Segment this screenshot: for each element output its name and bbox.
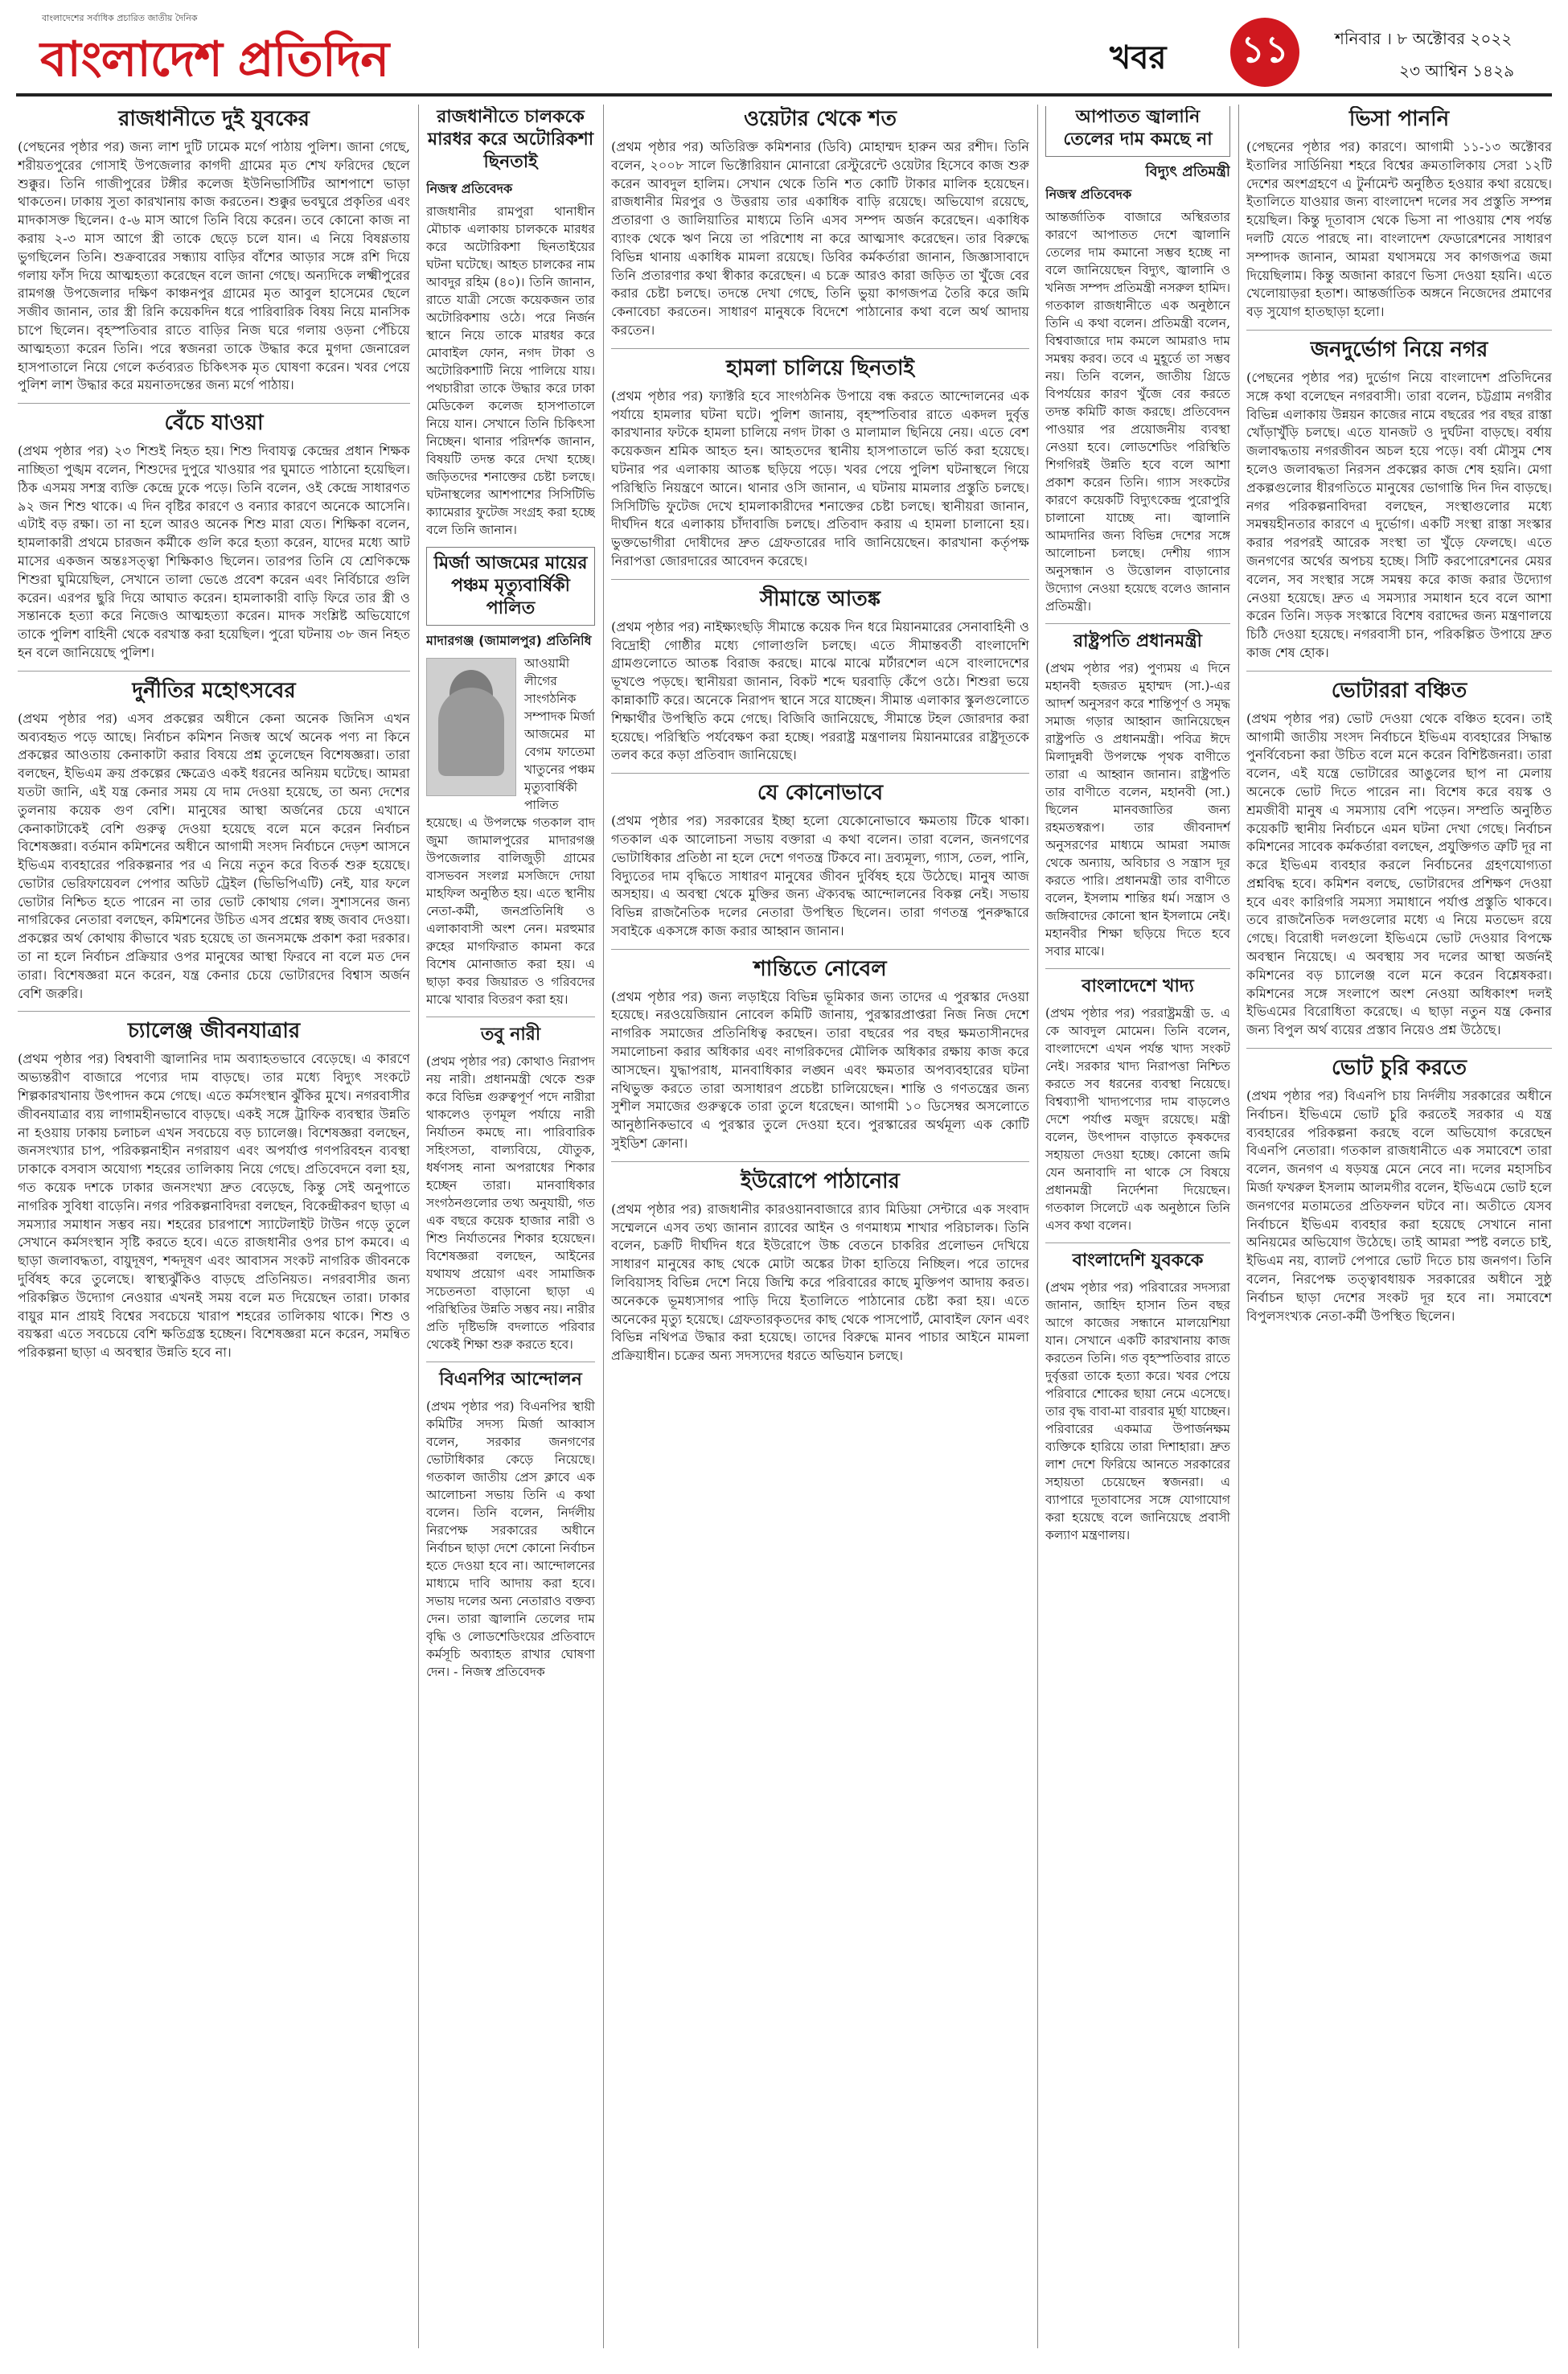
headline-attribution: বিদ্যুৎ প্রতিমন্ত্রী	[1145, 163, 1230, 180]
article-body: (প্রথম পৃষ্ঠার পর) জন্য লড়াইয়ে বিভিন্ন ভূমিকার জন্য তাদের এ পুরস্কার দেওয়া হয়েছে। নরওয়েজিয়ান নোবেল কমিটি জানায়, পুরস্কারপ্রাপ্তরা নিজ নিজ দেশে নাগরিক সমাজের প্রতিনিধিত্ব করছেন। তারা বছরের পর বছর ক্ষমতাসীনদের সমালোচনা করার অধিকার এবং নাগরিকদের মৌলিক অধিকার রক্ষায় কাজ করে আসছেন। যুদ্ধাপরাধ, মানবাধিকার লঙ্ঘন এবং ক্ষমতার অপব্যবহারের ঘটনা নথিভুক্ত করতে তারা অসাধারণ প্রচেষ্টা চালিয়েছেন। শান্তি ও গণতন্ত্রের জন্য সুশীল সমাজের গুরুত্বকে তারা তুলে ধরেছেন। আগামী ১০ ডিসেম্বর অসলোতে আনুষ্ঠানিকভাবে এ পুরস্কার তুলে দেওয়া হবে। পুরস্কারের অর্থমূল্য এক কোটি সুইডিশ ক্রোনা।	[611, 988, 1029, 1152]
masthead-rule	[16, 93, 1552, 97]
article-body: (প্রথম পৃষ্ঠার পর) বিএনপি চায় নির্দলীয় সরকারের অধীনে নির্বাচন। ইভিএমে ভোট চুরি করতেই সরকার এ যন্ত্র ব্যবহারের পরিকল্পনা করছে বলে অভিযোগ করেছেন বিএনপি নেতারা। গতকাল রাজধানীতে এক সমাবেশে তারা বলেন, জনগণ এ ষড়যন্ত্র মেনে নেবে না। দলের মহাসচিব মির্জা ফখরুল ইসলাম আলমগীর বলেন, ইভিএমে ভোট হলে জনগণের মতামতের প্রতিফলন ঘটবে না। অতীতে যেসব নির্বাচনে ইভিএম ব্যবহার করা হয়েছে সেখানে নানা অনিয়মের অভিযোগ উঠেছে। তাই আমরা স্পষ্ট বলতে চাই, ইভিএম নয়, ব্যালট পেপারে ভোট দিতে চায় জনগণ। তিনি বলেন, নিরপেক্ষ তত্ত্বাবধায়ক সরকারের অধীনে সুষ্ঠু নির্বাচন ছাড়া দেশের সংকট দূর হবে না। সমাবেশে বিপুলসংখ্যক নেতা-কর্মী উপস্থিত ছিলেন।	[1246, 1088, 1552, 1324]
article-body: আওয়ামী লীগের সাংগঠনিক সম্পাদক মির্জা আজমের মা বেগম ফাতেমা খাতুনের পঞ্চম মৃত্যুবার্ষিকী পালিত হয়েছে। এ উপলক্ষে গতকাল বাদ জুমা জামালপুরের মাদারগঞ্জ উপজেলার বালিজুড়ী গ্রামের বাসভবন সংলগ্ন মসজিদে দোয়া মাহফিল অনুষ্ঠিত হয়। এতে স্থানীয় নেতা-কর্মী, জনপ্রতিনিধি ও এলাকাবাসী অংশ নেন। মরহুমার রুহের মাগফিরাত কামনা করে বিশেষ মোনাজাত করা হয়। এ ছাড়া কবর জিয়ারত ও গরিবদের মাঝে খাবার বিতরণ করা হয়।	[426, 656, 595, 1007]
article-body: (প্রথম পৃষ্ঠার পর) ২৩ শিশুই নিহত হয়। শিশু দিবাযত্ন কেন্দ্রের প্রধান শিক্ষক নাচ্ছিতা পুঙ্খম বলেন, শিশুদের দুপুরে খাওয়ার পর ঘুমাতে পাঠানো হয়েছিল। ঠিক এসময় সশস্ত্র ব্যক্তি কেন্দ্রে ঢুকে পড়ে। তিনি বলেন, ওই কেন্দ্রে সাধারণত ৯২ জন শিশু থাকে। এ দিন বৃষ্টির কারণে ও বন্যার কারণে অনেকে আসেনি। এটাই বড় রক্ষা। তা না হলে আরও অনেক শিশু মারা যেত। শিক্ষিকা বলেন, হামলাকারী প্রথমে চারজন কর্মীকে গুলি করে হত্যা করেন, যাদের মধ্যে আট মাসের একজন অন্তঃসত্ত্বা শিক্ষিকাও ছিলেন। তারপর তিনি যে শ্রেণিকক্ষে শিশুরা ঘুমিয়েছিল, সেখানে তালা ভেঙে প্রবেশ করেন এবং নির্বিচারে গুলি করেন। এরপর ছুরি দিয়ে আঘাত করেন। হামলাকারী বাড়ি ফিরে তার স্ত্রী ও সন্তানকে হত্যা করে নিজেও আত্মহত্যা করেন। মাদক সংশ্লিষ্ট অভিযোগে তাকে পুলিশ বাহিনী থেকে বরখাস্ত করা হয়েছিল। পুরো ঘটনায় ৩৮ জন নিহত হন বলে জানিয়েছে পুলিশ।	[18, 443, 410, 660]
article-body: (পেছনের পৃষ্ঠার পর) কারণে। আগামী ১১-১৩ অক্টোবর ইতালির সার্ডিনিয়া শহরে বিশ্বের ক্রমতালিকায় সেরা ১২টি দেশের অংশগ্রহণে এ টুর্নামেন্ট অনুষ্ঠিত হওয়ার কথা রয়েছে। ইতালিতে যাওয়ার জন্য বাংলাদেশ দলের সব প্রস্তুতি সম্পন্ন হয়েছিল। কিন্তু দূতাবাস থেকে ভিসা না পাওয়ায় শেষ পর্যন্ত দলটি যেতে পারছে না। বাংলাদেশ ফেডারেশনের সাধারণ সম্পাদক জানান, আমরা যথাসময়ে সব কাগজপত্র জমা দিয়েছিলাম। কিন্তু অজানা কারণে ভিসা দেওয়া হয়নি। এতে খেলোয়াড়রা হতাশ। আন্তর্জাতিক অঙ্গনে নিজেদের প্রমাণের বড় সুযোগ হাতছাড়া হলো।	[1246, 139, 1552, 320]
headline: রাষ্ট্রপতি প্রধানমন্ত্রী	[1045, 623, 1230, 653]
newspaper-logo: বাংলাদেশ প্রতিদিন	[40, 31, 389, 88]
date-bengali: ২৩ আশ্বিন ১৪২৯	[1399, 61, 1515, 80]
headline: ওয়েটার থেকে শত	[744, 107, 897, 131]
headline: বাংলাদেশি যুবককে	[1045, 1242, 1230, 1272]
article-body: রাজধানীর রামপুরা থানাধীন মৌচাক এলাকায় চালককে মারধর করে অটোরিকশা ছিনতাইয়ের ঘটনা ঘটেছে। আহত চালকের নাম আবদুর রহিম (৪০)। তিনি জানান, রাতে যাত্রী সেজে কয়েকজন তার অটোরিকশায় ওঠে। পরে নির্জন স্থানে নিয়ে তাকে মারধর করে মোবাইল ফোন, নগদ টাকা ও অটোরিকশাটি নিয়ে পালিয়ে যায়। পথচারীরা তাকে উদ্ধার করে ঢাকা মেডিকেল কলেজ হাসপাতালে নিয়ে যান। সেখানে তিনি চিকিৎসা নিচ্ছেন। থানার পরিদর্শক জানান, বিষয়টি তদন্ত করে দেখা হচ্ছে। জড়িতদের শনাক্তের চেষ্টা চলছে। ঘটনাস্থলের আশপাশের সিসিটিভি ক্যামেরার ফুটেজ সংগ্রহ করা হচ্ছে বলে তিনি জানান।	[426, 204, 595, 537]
headline: রাজধানীতে দুই যুবকের	[118, 107, 310, 131]
column-divider	[603, 105, 604, 2348]
column-2	[426, 106, 595, 2350]
date-gregorian: শনিবার । ৮ অক্টোবর ২০২২	[1335, 29, 1513, 48]
headline: যে কোনোভাবে	[611, 773, 1029, 806]
article-body: (প্রথম পৃষ্ঠার পর) বিএনপির স্থায়ী কমিটির সদস্য মির্জা আব্বাস বলেন, সরকার জনগণের ভোটাধিকার কেড়ে নিয়েছে। গতকাল জাতীয় প্রেস ক্লাবে এক আলোচনা সভায় তিনি এ কথা বলেন। তিনি বলেন, নির্দলীয় নিরপেক্ষ সরকারের অধীনে নির্বাচন ছাড়া দেশে কোনো নির্বাচন হতে দেওয়া হবে না। আন্দোলনের মাধ্যমে দাবি আদায় করা হবে। সভায় দলের অন্য নেতারাও বক্তব্য দেন। তারা জ্বালানি তেলের দাম বৃদ্ধি ও লোডশেডিংয়ের প্রতিবাদে কর্মসূচি অব্যাহত রাখার ঘোষণা দেন। - নিজস্ব প্রতিবেদক	[426, 1399, 595, 1679]
article-body: (প্রথম পৃষ্ঠার পর) পরিবারের সদস্যরা জানান, জাহিদ হাসান তিন বছর আগে কাজের সন্ধানে মালয়েশিয়া যান। সেখানে একটি কারখানায় কাজ করতেন তিনি। গত বৃহস্পতিবার রাতে দুর্বৃত্তরা তাকে হত্যা করে। খবর পেয়ে পরিবারে শোকের ছায়া নেমে এসেছে। তার বৃদ্ধ বাবা-মা বারবার মূর্ছা যাচ্ছেন। পরিবারের একমাত্র উপার্জনক্ষম ব্যক্তিকে হারিয়ে তারা দিশাহারা। দ্রুত লাশ দেশে ফিরিয়ে আনতে সরকারের সহায়তা চেয়েছেন স্বজনরা। এ ব্যাপারে দূতাবাসের সঙ্গে যোগাযোগ করা হয়েছে বলে জানিয়েছে প্রবাসী কল্যাণ মন্ত্রণালয়।	[1045, 1280, 1230, 1542]
portrait-photo	[426, 658, 516, 796]
column-divider	[1238, 105, 1239, 2348]
column-divider	[418, 105, 419, 2348]
column-3	[611, 106, 1029, 2350]
column-1	[18, 106, 410, 2350]
headline: ভিসা পাননি	[1348, 107, 1450, 131]
byline: মাদারগঞ্জ (জামালপুর) প্রতিনিধি	[426, 633, 592, 648]
section-label: খবর	[1110, 39, 1167, 76]
portrait-body	[438, 688, 504, 776]
headline: দুর্নীতির মহোৎসবের	[18, 671, 410, 704]
column-4	[1045, 106, 1230, 2350]
article-body: (প্রথম পৃষ্ঠার পর) অতিরিক্ত কমিশনার (ডিবি) মোহাম্মদ হারুন অর রশীদ। তিনি বলেন, ২০০৮ সালে ভিক্টোরিয়ান মোনারো রেস্টুরেন্টে ওয়েটার হিসেবে কাজ শুরু করেন আবদুল হালিম। সেখান থেকে তিনি শত কোটি টাকার মালিক হয়েছেন। রাজধানীর মিরপুর ও উত্তরায় তার একাধিক বাড়ি রয়েছে। অভিযোগ রয়েছে, প্রতারণা ও জালিয়াতির মাধ্যমে তিনি এসব সম্পদ অর্জন করেছেন। একাধিক ব্যাংক থেকে ঋণ নিয়ে তা পরিশোধ না করে আত্মসাৎ করেছেন। তার বিরুদ্ধে বিভিন্ন থানায় একাধিক মামলা রয়েছে। ডিবির কর্মকর্তারা জানান, জিজ্ঞাসাবাদে তিনি প্রতারণার কথা স্বীকার করেছেন। এ চক্রে আরও কারা জড়িত তা খুঁজে বের করার চেষ্টা চলছে। তদন্তে দেখা গেছে, তিনি ভুয়া কাগজপত্র তৈরি করে জমি কেনাবেচা করতেন। সাধারণ মানুষকে বিদেশে পাঠানোর কথা বলে অর্থ আদায় করতেন।	[611, 139, 1029, 338]
byline: নিজস্ব প্রতিবেদক	[426, 181, 513, 196]
article-body: (প্রথম পৃষ্ঠার পর) নাইক্ষ্যংছড়ি সীমান্তে কয়েক দিন ধরে মিয়ানমারের সেনাবাহিনী ও বিদ্রোহী গোষ্ঠীর মধ্যে গোলাগুলি চলছে। এতে সীমান্তবর্তী বাংলাদেশি গ্রামগুলোতে আতঙ্ক বিরাজ করছে। মাঝে মাঝে মর্টারশেল এসে বাংলাদেশের ভূখণ্ডে পড়ছে। স্থানীয়রা জানান, বিকট শব্দে ঘরবাড়ি কেঁপে ওঠে। শিশুরা ভয়ে কান্নাকাটি করে। অনেকে নিরাপদ স্থানে সরে যাচ্ছেন। সীমান্ত এলাকার স্কুলগুলোতে শিক্ষার্থীর উপস্থিতি কমে গেছে। বিজিবি জানিয়েছে, সীমান্তে টহল জোরদার করা হয়েছে। পরিস্থিতি পর্যবেক্ষণ করা হচ্ছে। পররাষ্ট্র মন্ত্রণালয় মিয়ানমারের রাষ্ট্রদূতকে তলব করে কড়া প্রতিবাদ জানিয়েছে।	[611, 618, 1029, 763]
article-body: (পেছনের পৃষ্ঠার পর) দুর্ভোগ নিয়ে বাংলাদেশ প্রতিদিনের সঙ্গে কথা বলেছেন নগরবাসী। তারা বলেন, চট্টগ্রাম নগরীর বিভিন্ন এলাকায় উন্নয়ন কাজের নামে বছরের পর বছর রাস্তা খোঁড়াখুঁড়ি চলছে। এতে যানজট ও দুর্ঘটনা বাড়ছে। বর্ষায় জলাবদ্ধতায় নগরজীবন অচল হয়ে পড়ে। বর্ষা মৌসুম শেষ হলেও জলাবদ্ধতা নিরসন প্রকল্পের কাজ শেষ হয়নি। মেগা প্রকল্পগুলোর ধীরগতিতে মানুষের ভোগান্তি দিন দিন বাড়ছে। নগর পরিকল্পনাবিদরা বলছেন, সংস্থাগুলোর মধ্যে সমন্বয়হীনতার কারণে এ দুর্ভোগ। একটি সংস্থা রাস্তা সংস্কার করার পরপরই আরেক সংস্থা তা খুঁড়ে ফেলছে। এতে জনগণের অর্থের অপচয় হচ্ছে। সিটি করপোরেশনের মেয়র বলেন, সব সংস্থার সঙ্গে সমন্বয় করে কাজ করার উদ্যোগ নেওয়া হয়েছে। দ্রুত এ সমস্যার সমাধান হবে বলে আশা করেন তিনি। সড়ক সংস্কারে বিশেষ বরাদ্দের জন্য মন্ত্রণালয়ে চিঠি দেওয়া হয়েছে। নগরবাসী চান, পরিকল্পিত উপায়ে দ্রুত কাজ শেষ হোক।	[1246, 369, 1552, 660]
headline: শান্তিতে নোবেল	[611, 949, 1029, 982]
article-body: (প্রথম পৃষ্ঠার পর) এসব প্রকল্পের অধীনে কেনা অনেক জিনিস এখন অব্যবহৃত পড়ে আছে। নির্বাচন কমিশন নিজস্ব অর্থে অনেক পণ্য না কিনে প্রকল্পের আওতায় কেনাকাটা করার বিষয়ে প্রশ্ন তুলেছেন বিশেষজ্ঞরা। তারা বলছেন, ইভিএম ক্রয় প্রকল্পের ক্ষেত্রেও একই ধরনের অনিয়ম ঘটেছে। আমরা যতটা জানি, এই যন্ত্র কেনার সময় যে দাম দেওয়া হয়েছে, তা অন্য দেশের তুলনায় কয়েক গুণ বেশি। মানুষের আস্থা অর্জনের চেয়ে এখানে কেনাকাটাকেই বেশি গুরুত্ব দেওয়া হয়েছে বলে মনে করেন নির্বাচন বিশেষজ্ঞরা। বর্তমান কমিশনের অধীনে আগামী সংসদ নির্বাচনে দেড়শ আসনে ইভিএম ব্যবহারের পরিকল্পনার পর এ নিয়ে নতুন করে বিতর্ক শুরু হয়েছে। ভোটার ভেরিফায়েবল পেপার অডিট ট্রেইল (ভিভিপিএটি) নেই, যার ফলে ভোটার নিশ্চিত হতে পারেন না তার ভোট কোথায় গেল। সুশাসনের জন্য নাগরিকের নেতারা বলছেন, কমিশনের উচিত এসব প্রশ্নের স্বচ্ছ জবাব দেওয়া। প্রকল্পের অর্থ কোথায় কীভাবে খরচ হয়েছে তা জনসমক্ষে প্রকাশ করা দরকার। তা না হলে নির্বাচন প্রক্রিয়ার ওপর মানুষের আস্থা ফিরবে না বলে মত দেন তারা। বিশেষজ্ঞরা মনে করেন, যন্ত্র কেনার চেয়ে ভোটারদের বিশ্বাস অর্জন বেশি জরুরি।	[18, 710, 410, 1001]
headline: মির্জা আজমের মায়ের পঞ্চম মৃত্যুবার্ষিকী পালিত	[426, 547, 595, 626]
article-body: (পেছনের পৃষ্ঠার পর) জন্য লাশ দুটি ঢামেক মর্গে পাঠায় পুলিশ। জানা গেছে, শরীয়তপুরের গোসাই উপজেলার কাগদী গ্রামের মৃত শেখ ফরিদের ছেলে শুক্কুর। তিনি গাজীপুরের টঙ্গীর কলেজ ইউনিভার্সিটির আশপাশে ভাড়া থাকতেন। ঢাকায় সুতা কারখানায় কাজ করতেন। শুক্কুর ভবঘুরে প্রকৃতির এবং মাদকাসক্ত ছিলেন। ৫-৬ মাস আগে তিনি বিয়ে করেন। তবে কোনো কাজ না করায় ২-৩ মাস আগে স্ত্রী তাকে ছেড়ে চলে যান। এ নিয়ে বিষণ্ণতায় ভুগছিলেন তিনি। শুক্রবারের সন্ধ্যায় বাড়ির বাঁশের আড়ার সঙ্গে রশি দিয়ে গলায় ফাঁস দিয়ে আত্মহত্যা করেছেন বলে জানা গেছে। অন্যদিকে লক্ষ্মীপুরের রামগঞ্জ উপজেলার দক্ষিণ কাঞ্চনপুর গ্রামের মৃত আবুল হাসেমের ছেলে সজীব জানান, তার স্ত্রী রিনি কয়েকদিন ধরে পারিবারিক বিষয় নিয়ে মানসিক চাপে ছিলেন। বৃহস্পতিবার রাতে বাড়ির নিজ ঘরে গলায় ওড়না পেঁচিয়ে আত্মহত্যা করেন তিনি। পরে স্বজনরা তাকে উদ্ধার করে মুগদা জেনারেল হাসপাতালে নিয়ে গেলে কর্তব্যরত চিকিৎসক মৃত ঘোষণা করেন। খবর পেয়ে পুলিশ লাশ উদ্ধার করে ময়নাতদন্তের জন্য মর্গে পাঠায়।	[18, 139, 410, 393]
headline: তবু নারী	[426, 1017, 595, 1046]
headline: জনদুর্ভোগ নিয়ে নগর	[1246, 330, 1552, 363]
article-body: (প্রথম পৃষ্ঠার পর) রাজধানীর কারওয়ানবাজারে র‍্যাব মিডিয়া সেন্টারে এক সংবাদ সম্মেলনে এসব তথ্য জানান র‍্যাবের আইন ও গণমাধ্যম শাখার পরিচালক। তিনি বলেন, চক্রটি দীর্ঘদিন ধরে ইউরোপে উচ্চ বেতনে চাকরির প্রলোভন দেখিয়ে সাধারণ মানুষের কাছ থেকে মোটা অঙ্কের টাকা হাতিয়ে নিচ্ছিল। পরে তাদের লিবিয়াসহ বিভিন্ন দেশে নিয়ে জিম্মি করে পরিবারের কাছে মুক্তিপণ আদায় করত। অনেককে ভূমধ্যসাগর পাড়ি দিয়ে ইতালিতে পাঠানোর চেষ্টা করা হয়। এতে অনেকের মৃত্যু হয়েছে। গ্রেফতারকৃতদের কাছ থেকে পাসপোর্ট, মোবাইল ফোন এবং বিভিন্ন নথিপত্র উদ্ধার করা হয়েছে। তাদের বিরুদ্ধে মানব পাচার আইনে মামলা প্রক্রিয়াধীন। চক্রের অন্য সদস্যদের ধরতে অভিযান চলছে।	[611, 1201, 1029, 1364]
headline: চ্যালেঞ্জ জীবনযাত্রার	[18, 1011, 410, 1044]
logo-tagline: বাংলাদেশের সর্বাধিক প্রচারিত জাতীয় দৈনিক	[42, 13, 198, 23]
headline: বিএনপির আন্দোলন	[426, 1362, 595, 1391]
article-body: (প্রথম পৃষ্ঠার পর) ভোট দেওয়া থেকে বঞ্চিত হবেন। তাই আগামী জাতীয় সংসদ নির্বাচনে ইভিএম ব্যবহারের সিদ্ধান্ত পুনর্বিবেচনা করা উচিত বলে মনে করেন বিশিষ্টজনরা। তারা বলেন, এই যন্ত্রে ভোটারের আঙুলের ছাপ না মেলায় অনেকে ভোট দিতে পারেন না। বিশেষ করে বয়স্ক ও শ্রমজীবী মানুষ এ সমস্যায় বেশি পড়েন। সম্প্রতি অনুষ্ঠিত কয়েকটি স্থানীয় নির্বাচনে এমন ঘটনা দেখা গেছে। নির্বাচন কমিশনের সাবেক কর্মকর্তারা বলছেন, প্রযুক্তিগত ত্রুটি দূর না করে ইভিএম ব্যবহার করলে নির্বাচনের গ্রহণযোগ্যতা প্রশ্নবিদ্ধ হবে। কমিশন বলছে, ভোটারদের প্রশিক্ষণ দেওয়া হবে এবং কারিগরি সমস্যা সমাধানে পর্যাপ্ত প্রস্তুতি থাকবে। তবে রাজনৈতিক দলগুলোর মধ্যে এ নিয়ে মতভেদ রয়ে গেছে। বিরোধী দলগুলো ইভিএমে ভোট দেওয়ার বিপক্ষে অবস্থান নিয়েছে। এ অবস্থায় সব দলের আস্থা অর্জনই কমিশনের বড় চ্যালেঞ্জ বলে মনে করেন বিশ্লেষকরা। কমিশনের সঙ্গে সংলাপে অংশ নেওয়া অধিকাংশ দলই ইভিএমের বিরোধিতা করেছে। এ ছাড়া নতুন যন্ত্র কেনার জন্য বিপুল অর্থ ব্যয়ের প্রস্তাব নিয়েও প্রশ্ন উঠেছে।	[1246, 710, 1552, 1038]
column-divider	[1037, 105, 1038, 2348]
headline: বাংলাদেশে খাদ্য	[1045, 968, 1230, 998]
headline: বেঁচে যাওয়া	[18, 403, 410, 436]
headline: ভোটাররা বঞ্চিত	[1246, 671, 1552, 704]
article-body: (প্রথম পৃষ্ঠার পর) পুণ্যময় এ দিনে মহানবী হজরত মুহাম্মদ (সা.)-এর আদর্শ অনুসরণ করে শান্তিপূর্ণ ও সমৃদ্ধ সমাজ গড়ার আহ্বান জানিয়েছেন রাষ্ট্রপতি ও প্রধানমন্ত্রী। পবিত্র ঈদে মিলাদুন্নবী উপলক্ষে পৃথক বাণীতে তারা এ আহ্বান জানান। রাষ্ট্রপতি তার বাণীতে বলেন, মহানবী (সা.) ছিলেন মানবজাতির জন্য রহমতস্বরূপ। তার জীবনাদর্শ অনুসরণের মাধ্যমে আমরা সমাজ থেকে অন্যায়, অবিচার ও সন্ত্রাস দূর করতে পারি। প্রধানমন্ত্রী তার বাণীতে বলেন, ইসলাম শান্তির ধর্ম। সন্ত্রাস ও জঙ্গিবাদের কোনো স্থান ইসলামে নেই। মহানবীর শিক্ষা ছড়িয়ে দিতে হবে সবার মাঝে।	[1045, 661, 1230, 959]
article-body: (প্রথম পৃষ্ঠার পর) ফ্যাক্টরি হবে সাংগঠনিক উপায়ে বন্ধ করতে আন্দোলনের এক পর্যায়ে হামলার ঘটনা ঘটে। পুলিশ জানায়, বৃহস্পতিবার রাতে একদল দুর্বৃত্ত কারখানার ফটকে হামলা চালিয়ে নগদ টাকা ও মালামাল ছিনিয়ে নেয়। এতে বেশ কয়েকজন শ্রমিক আহত হন। আহতদের স্থানীয় হাসপাতালে ভর্তি করা হয়েছে। ঘটনার পর এলাকায় আতঙ্ক ছড়িয়ে পড়ে। খবর পেয়ে পুলিশ ঘটনাস্থলে গিয়ে পরিস্থিতি নিয়ন্ত্রণে আনে। থানার ওসি জানান, এ ঘটনায় মামলার প্রস্তুতি চলছে। সিসিটিভি ফুটেজ দেখে হামলাকারীদের শনাক্তের চেষ্টা চলছে। স্থানীয়রা জানান, দীর্ঘদিন ধরে এলাকায় চাঁদাবাজি চলছে। প্রতিবাদ করায় এ হামলা চালানো হয়। ভুক্তভোগীরা দোষীদের দ্রুত গ্রেফতারের দাবি জানিয়েছেন। কারখানা কর্তৃপক্ষ নিরাপত্তা জোরদারের আবেদন করেছে।	[611, 388, 1029, 569]
article-body: (প্রথম পৃষ্ঠার পর) সরকারের ইচ্ছা হলো যেকোনোভাবে ক্ষমতায় টিকে থাকা। গতকাল এক আলোচনা সভায় বক্তারা এ কথা বলেন। তারা বলেন, জনগণের ভোটাধিকার প্রতিষ্ঠা না হলে দেশে গণতন্ত্র টিকবে না। দ্রব্যমূল্য, গ্যাস, তেল, পানি, বিদ্যুতের দাম বৃদ্ধিতে সাধারণ মানুষের জীবন দুর্বিষহ হয়ে উঠেছে। মানুষ আজ অসহায়। এ অবস্থা থেকে মুক্তির জন্য ঐক্যবদ্ধ আন্দোলনের বিকল্প নেই। সভায় বিভিন্ন রাজনৈতিক দলের নেতারা উপস্থিত ছিলেন। তারা গণতন্ত্র পুনরুদ্ধারে সবাইকে একসঙ্গে কাজ করার আহ্বান জানান।	[611, 813, 1029, 939]
headline: হামলা চালিয়ে ছিনতাই	[611, 348, 1029, 381]
headline: ভোট চুরি করতে	[1246, 1048, 1552, 1081]
headline: ইউরোপে পাঠানোর	[611, 1161, 1029, 1194]
article-body: (প্রথম পৃষ্ঠার পর) কোথাও নিরাপদ নয় নারী। প্রধানমন্ত্রী থেকে শুরু করে বিভিন্ন গুরুত্বপূর্ণ পদে নারীরা থাকলেও তৃণমূল পর্যায়ে নারী নির্যাতন কমছে না। পারিবারিক সহিংসতা, বাল্যবিয়ে, যৌতুক, ধর্ষণসহ নানা অপরাধের শিকার হচ্ছেন তারা। মানবাধিকার সংগঠনগুলোর তথ্য অনুযায়ী, গত এক বছরে কয়েক হাজার নারী ও শিশু নির্যাতনের শিকার হয়েছেন। বিশেষজ্ঞরা বলছেন, আইনের যথাযথ প্রয়োগ এবং সামাজিক সচেতনতা বাড়ানো ছাড়া এ পরিস্থিতির উন্নতি সম্ভব নয়। নারীর প্রতি দৃষ্টিভঙ্গি বদলাতে পরিবার থেকেই শিক্ষা শুরু করতে হবে।	[426, 1054, 595, 1352]
headline: আপাতত জ্বালানি তেলের দাম কমছে না	[1045, 106, 1230, 157]
article-body: আন্তর্জাতিক বাজারে অস্থিরতার কারণে আপাতত দেশে জ্বালানি তেলের দাম কমানো সম্ভব হচ্ছে না বলে জানিয়েছেন বিদ্যুৎ, জ্বালানি ও খনিজ সম্পদ প্রতিমন্ত্রী নসরুল হামিদ। গতকাল রাজধানীতে এক অনুষ্ঠানে তিনি এ কথা বলেন। প্রতিমন্ত্রী বলেন, বিশ্ববাজারে দাম কমলে আমরাও দাম সমন্বয় করব। তবে এ মুহূর্তে তা সম্ভব নয়। তিনি বলেন, জাতীয় গ্রিডে বিপর্যয়ের কারণ খুঁজে বের করতে তদন্ত কমিটি কাজ করছে। প্রতিবেদন পাওয়ার পর প্রয়োজনীয় ব্যবস্থা নেওয়া হবে। লোডশেডিং পরিস্থিতি শিগগিরই উন্নতি হবে বলে আশা প্রকাশ করেন তিনি। গ্যাস সংকটের কারণে কয়েকটি বিদ্যুৎকেন্দ্র পুরোপুরি চালানো যাচ্ছে না। জ্বালানি আমদানির জন্য বিভিন্ন দেশের সঙ্গে আলোচনা চলছে। দেশীয় গ্যাস অনুসন্ধান ও উত্তোলন বাড়ানোর উদ্যোগ নেওয়া হয়েছে বলেও জানান প্রতিমন্ত্রী।	[1045, 210, 1230, 614]
page-number-badge: ১১	[1230, 18, 1299, 87]
article-body: (প্রথম পৃষ্ঠার পর) পররাষ্ট্রমন্ত্রী ড. এ কে আবদুল মোমেন। তিনি বলেন, বাংলাদেশে এখন পর্যন্ত খাদ্য সংকট নেই। সরকার খাদ্য নিরাপত্তা নিশ্চিত করতে সব ধরনের ব্যবস্থা নিয়েছে। বিশ্বব্যাপী খাদ্যপণ্যের দাম বাড়লেও দেশে পর্যাপ্ত মজুদ রয়েছে। মন্ত্রী বলেন, উৎপাদন বাড়াতে কৃষকদের সহায়তা দেওয়া হচ্ছে। কোনো জমি যেন অনাবাদি না থাকে সে বিষয়ে প্রধানমন্ত্রী নির্দেশনা দিয়েছেন। গতকাল সিলেটে এক অনুষ্ঠানে তিনি এসব কথা বলেন।	[1045, 1006, 1230, 1233]
headline: রাজধানীতে চালককে মারধর করে অটোরিকশা ছিনতাই	[427, 107, 594, 172]
headline: সীমান্তে আতঙ্ক	[611, 579, 1029, 612]
masthead	[0, 0, 1568, 97]
article-body: (প্রথম পৃষ্ঠার পর) বিশ্ববাণী জ্বালানির দাম অব্যাহতভাবে বেড়েছে। এ কারণে অভ্যন্তরীণ বাজারে পণ্যের দাম বাড়ছে। তার মধ্যে বিদ্যুৎ সংকটে শিল্পকারখানায় উৎপাদন কমে গেছে। এতে কর্মসংস্থান ঝুঁকির মুখে। নগরবাসীর জীবনযাত্রার ব্যয় লাগামহীনভাবে বাড়ছে। একই সঙ্গে ট্রাফিক ব্যবস্থার উন্নতি না হওয়ায় ঢাকায় চলাচল এখন সবচেয়ে বড় চ্যালেঞ্জ। বিশেষজ্ঞরা বলছেন, জনসংখ্যার চাপ, পরিকল্পনাহীন নগরায়ণ এবং অপর্যাপ্ত গণপরিবহন ব্যবস্থা ঢাকাকে বসবাস অযোগ্য শহরের তালিকায় নিয়ে গেছে। প্রতিবেদনে বলা হয়, গত কয়েক দশকে ঢাকার জনসংখ্যা দ্রুত বেড়েছে, কিন্তু সেই অনুপাতে নাগরিক সুবিধা বাড়েনি। নগর পরিকল্পনাবিদরা বলছেন, বিকেন্দ্রীকরণ ছাড়া এ সমস্যার সমাধান সম্ভব নয়। শহরের চারপাশে স্যাটেলাইট টাউন গড়ে তুলে সেখানে কর্মসংস্থান সৃষ্টি করতে হবে। এতে রাজধানীর ওপর চাপ কমবে। এ ছাড়া জলাবদ্ধতা, বায়ুদূষণ, শব্দদূষণ এবং আবাসন সংকট নাগরিক জীবনকে দুর্বিষহ করে তুলেছে। স্বাস্থ্যঝুঁকিও বাড়ছে প্রতিনিয়ত। নগরবাসীর জন্য পরিকল্পিত উদ্যোগ নেওয়ার এখনই সময় বলে মত দিয়েছেন তারা। ঢাকার বায়ুর মান প্রায়ই বিশ্বের সবচেয়ে খারাপ শহরের তালিকায় থাকে। শিশু ও বয়স্করা এতে সবচেয়ে বেশি ক্ষতিগ্রস্ত হচ্ছেন। বিশেষজ্ঞরা মনে করেন, সমন্বিত পরিকল্পনা ছাড়া এ অবস্থার উন্নতি হবে না।	[18, 1051, 410, 1361]
column-5	[1246, 106, 1552, 2350]
byline: নিজস্ব প্রতিবেদক	[1045, 187, 1132, 202]
